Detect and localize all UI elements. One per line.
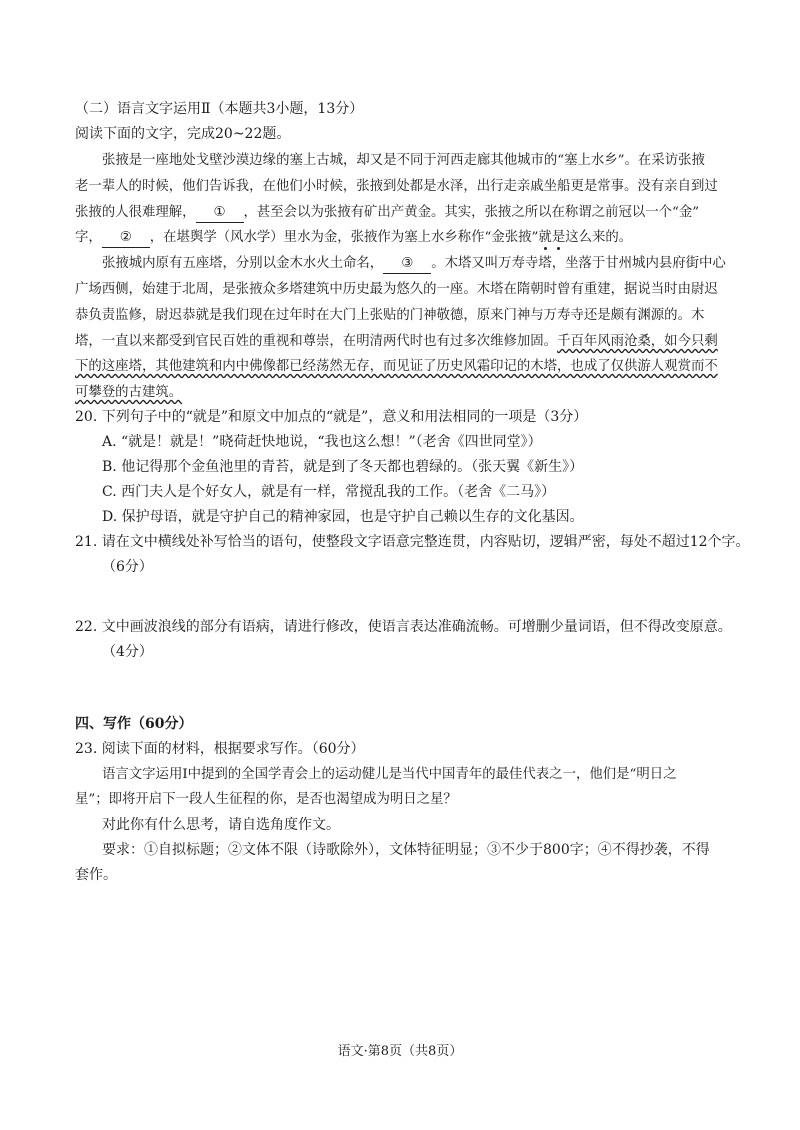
passage-text: 张掖城内原有五座塔，分别以金木水火土命名， [102,256,384,271]
passage-p2-line2: 广场西侧，始建于北周，是张掖众多塔建筑中历史最为悠久的一座。木塔在隋朝时曾有重建，据说当时由尉迟 [75,282,718,297]
q20-option-a: A. “就是！就是！”晓荷赶快地说，“我也这么想！”（老舍《四世同堂》） [102,434,542,450]
essay-requirements-line1: 要求：①自拟标题；②文体不限（诗歌除外），文体特征明显；③不少于800字；④不得抄袭，不得 [102,842,710,858]
q20-stem: 20. 下列句子中的“就是”和原文中加点的“就是”，意义和用法相同的一项是（3分） [75,409,588,425]
q22-score: （4分） [102,644,153,660]
passage-p2-line4 [75,333,718,351]
passage-p1-line3 [75,204,699,223]
passage-text: 。木塔又叫万寿寺塔，坐落于甘州城内县府街中心 [431,256,726,271]
passage-p2-line1 [102,255,726,274]
q20-option-d: D. 保护母语，就是守护自己的精神家园，也是守护自己赖以生存的文化基因。 [102,509,584,525]
q20-option-c: C. 西门夫人是个好女人，就是有一样，常搅乱我的工作。（老舍《二马》） [102,484,556,500]
material-line2: 星”；即将开启下一段人生征程的你，是否也渴望成为明日之星？ [75,792,457,807]
essay-prompt: 对此你有什么思考，请自选角度作文。 [102,817,340,833]
blank-2: ② [102,229,150,248]
passage-text: ，在堪舆学（风水学）里水为金，张掖作为塞上水乡称作“金张掖” [149,230,539,245]
section2-instruction: 阅读下面的文字，完成20~22题。 [75,126,291,142]
passage-p1-line4 [75,229,632,248]
blank-3: ③ [383,255,431,274]
wavy-underlined-text: 可攀登的古建筑。 [75,385,183,400]
q20-option-b: B. 他记得那个金鱼池里的青苔，就是到了冬天都也碧绿的。（张天翼《新生》） [102,459,584,475]
q21-stem: 21. 请在文中横线处补写恰当的语句，使整段文字语意完整连贯，内容贴切，逻辑严密，每处不超过12个字。 [75,534,750,550]
passage-p1-line2: 老一辈人的时候，他们告诉我，在他们小时候，张掖到处都是水泽，出行走亲戚坐船更是常事。没有亲自到过 [75,179,718,194]
passage-p2-line6 [75,384,182,402]
q21-score: （6分） [102,559,153,575]
passage-text: 字， [75,230,102,245]
blank-1: ① [196,204,244,223]
passage-text: 张掖的人很难理解， [75,205,196,220]
passage-p2-line5 [75,358,718,376]
section4-heading: 四、写作（60分） [75,716,193,732]
q22-stem: 22. 文中画波浪线的部分有语病，请进行修改，使语言表达准确流畅。可增删少量词语，但不得改变原意。 [75,619,732,635]
wavy-underlined-text: 千百年风雨沧桑，如今只剩 [557,334,718,349]
passage-text: 塔，一直以来都受到官民百姓的重视和尊崇，在明清两代时也有过多次维修加固。 [75,334,558,349]
q23-stem: 23. 阅读下面的材料，根据要求写作。（60分） [75,741,365,757]
dotted-char-shi: 是 [551,230,566,245]
wavy-underlined-text: 下的这座塔，其他建筑和内中佛像都已经荡然无存，而见证了历史风霜印记的木塔，也成了仅供游人观赏而不 [75,359,718,374]
passage-p1-line1: 张掖是一座地处戈壁沙漠边缘的塞上古城，却又是不同于河西走廊其他城市的“塞上水乡”。在采访张掖 [102,153,705,168]
material-line1: 语言文字运用Ⅰ中提到的全国学青会上的运动健儿是当代中国青年的最佳代表之一，他们是“明日之 [102,767,677,782]
passage-text: 这么来的。 [565,230,633,245]
page-footer: 语文·第8页（共8页） [337,1044,463,1059]
passage-p2-line3: 恭负责监修，尉迟恭就是我们现在过年时在大门上张贴的门神敬德，原来门神与万寿寺还是颇有渊源的。木 [75,308,705,323]
essay-requirements-line2: 套作。 [75,867,117,883]
section2-heading: （二）语言文字运用Ⅱ（本题共3小题，13分） [75,101,364,117]
passage-text: ，甚至会以为张掖有矿出产黄金。其实，张掖之所以在称谓之前冠以一个“金” [243,205,700,220]
dotted-char-jiu: 就 [538,230,552,245]
